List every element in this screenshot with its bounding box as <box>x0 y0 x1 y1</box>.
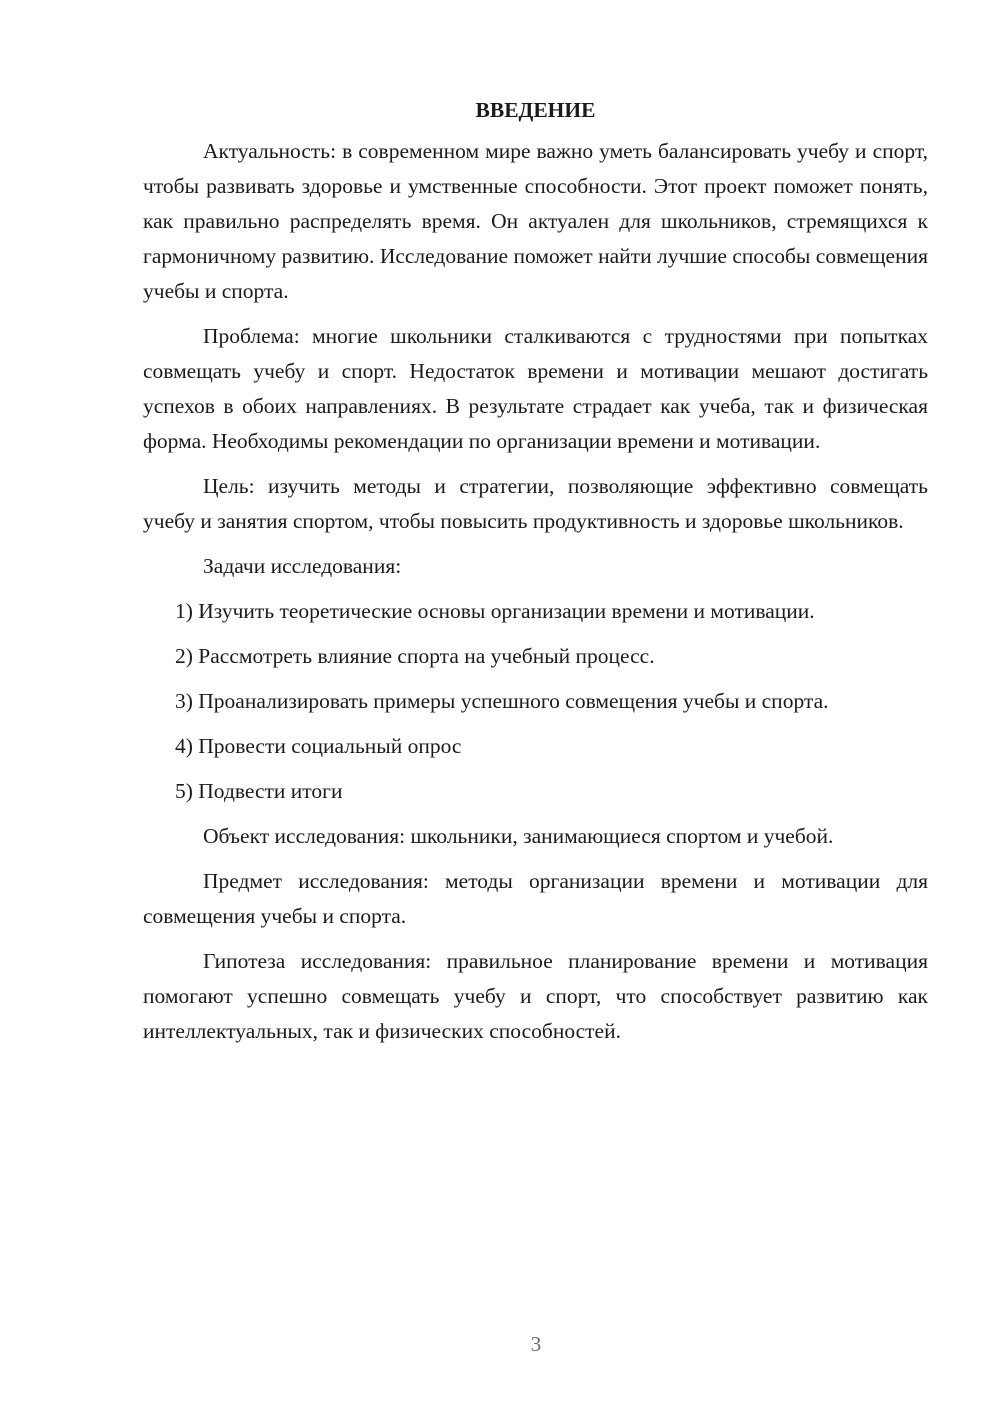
task-item: 1) Изучить теоретические основы организации времени и мотивации. <box>175 599 815 623</box>
document-page <box>143 95 928 1059</box>
task-item: 2) Рассмотреть влияние спорта на учебный процесс. <box>175 644 655 668</box>
subject-paragraph: Предмет исследования: методы организации времени и мотивации для совмещения учебы и спорта. <box>143 869 928 928</box>
relevance-paragraph: Актуальность: в современном мире важно уметь балансировать учебу и спорт, чтобы развивать здоровье и умственные способности. Этот проект поможет понять, как правильно распределять время. Он актуален для школьников, стремящихся к гармоничному развитию. Исследование поможет найти лучшие способы совмещения учебы и спорта. <box>143 139 928 303</box>
problem-paragraph: Проблема: многие школьники сталкиваются с трудностями при попытках совмещать учебу и спорт. Недостаток времени и мотивации мешают достигать успехов в обоих направлениях. В результате страдает как учеба, так и физическая форма. Необходимы рекомендации по организации времени и мотивации. <box>143 324 928 453</box>
task-item: 5) Подвести итоги <box>175 779 343 803</box>
object-paragraph: Объект исследования: школьники, занимающиеся спортом и учебой. <box>203 824 834 848</box>
page-number: 3 <box>530 1332 542 1356</box>
task-item: 3) Проанализировать примеры успешного совмещения учебы и спорта. <box>175 689 829 713</box>
task-item: 4) Провести социальный опрос <box>175 734 462 758</box>
hypothesis-paragraph: Гипотеза исследования: правильное планирование времени и мотивация помогают успешно совмещать учебу и спорт, что способствует развитию как интеллектуальных, так и физических способностей. <box>143 949 928 1043</box>
goal-paragraph: Цель: изучить методы и стратегии, позволяющие эффективно совмещать учебу и занятия спортом, чтобы повысить продуктивность и здоровье школьников. <box>143 474 928 533</box>
tasks-heading: Задачи исследования: <box>203 554 402 578</box>
tasks-list <box>143 594 928 809</box>
section-title: ВВЕДЕНИЕ <box>475 98 596 122</box>
